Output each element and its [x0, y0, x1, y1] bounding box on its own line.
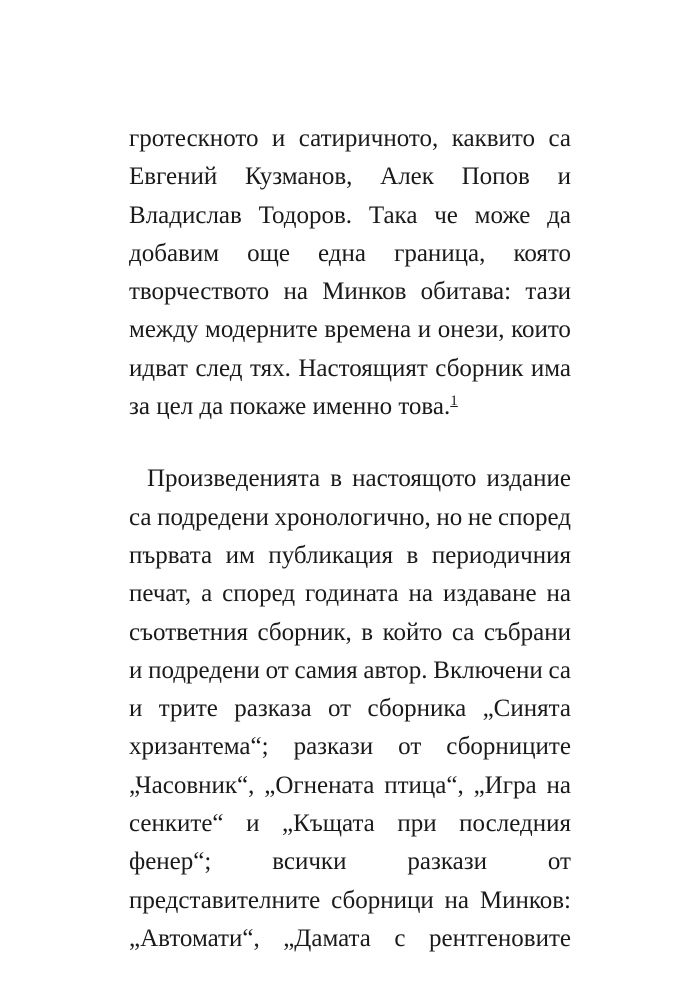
- word: да: [547, 201, 571, 229]
- word: сатиричното,: [298, 125, 439, 152]
- word: Включени: [433, 656, 543, 684]
- word: може: [474, 201, 531, 229]
- word: на: [444, 886, 470, 914]
- word: рентгеновите: [428, 924, 571, 952]
- text-line: [129, 273, 571, 311]
- word: при: [397, 810, 437, 838]
- word: но: [436, 503, 463, 531]
- word: в: [406, 541, 419, 569]
- text-line: [129, 805, 571, 843]
- word: представителните: [129, 886, 321, 914]
- word: от: [398, 733, 422, 761]
- last-line-text: за цел да покаже именно това.: [129, 393, 451, 421]
- word: каквито: [451, 125, 536, 152]
- word: и: [129, 656, 143, 684]
- paragraph-2: [129, 460, 571, 958]
- word: сборника: [367, 695, 467, 723]
- word: Минков: [322, 278, 407, 306]
- word: и: [417, 316, 432, 344]
- text-line: [129, 537, 571, 575]
- word: в: [361, 618, 374, 646]
- word: добавим: [129, 239, 220, 267]
- word: сенките“: [129, 810, 224, 838]
- word: хронологично,: [274, 503, 431, 531]
- text-line: [129, 158, 571, 196]
- text-line: [129, 728, 571, 766]
- word: а: [201, 580, 213, 608]
- word: Попов: [461, 163, 530, 191]
- word: сборник: [435, 354, 524, 382]
- text-line: [129, 499, 571, 537]
- word: „Игра: [473, 771, 537, 799]
- word: модерните: [205, 316, 318, 344]
- word: издание: [486, 465, 571, 493]
- text-line: [129, 690, 571, 728]
- text-line: [129, 311, 571, 349]
- word: им: [225, 541, 255, 569]
- text-line: [129, 575, 571, 613]
- word: подредени: [157, 503, 269, 531]
- word: Владислав: [129, 201, 242, 229]
- word: на: [408, 580, 434, 608]
- word: са: [129, 503, 152, 531]
- word: съответния: [129, 618, 249, 646]
- text-line: [129, 920, 571, 958]
- word: Настоящият: [298, 354, 428, 382]
- word: след: [195, 354, 243, 382]
- word: идват: [129, 354, 188, 382]
- word: първата: [129, 541, 213, 569]
- word: онези,: [437, 316, 505, 344]
- word: сборници: [331, 886, 434, 914]
- word: има: [530, 354, 571, 382]
- word: Евгений: [129, 163, 218, 191]
- word: че: [434, 201, 458, 229]
- text-line: [129, 843, 571, 881]
- word: и: [271, 125, 286, 152]
- word: трите: [158, 695, 218, 723]
- word: последния: [459, 810, 571, 838]
- word: която: [513, 239, 571, 267]
- word: всички: [272, 848, 347, 876]
- word: разкази: [293, 733, 374, 761]
- word: годината: [304, 580, 399, 608]
- word: на: [283, 278, 308, 306]
- word: от: [265, 656, 289, 684]
- word: хризантема“;: [129, 733, 269, 761]
- text-line: [129, 197, 571, 235]
- word: още: [247, 239, 290, 267]
- word: от: [547, 848, 571, 876]
- word: сборник,: [257, 618, 352, 646]
- text-line: [129, 460, 571, 498]
- text-line: [129, 882, 571, 920]
- word: Кузманов,: [244, 163, 353, 191]
- word: „Дамата: [283, 924, 371, 952]
- word: който: [382, 618, 443, 646]
- word: са: [548, 656, 571, 684]
- word: граница,: [394, 239, 486, 267]
- text-line-last: [129, 388, 571, 426]
- footnote-reference[interactable]: 1: [450, 393, 458, 410]
- word: „Синята: [482, 695, 571, 723]
- word: Така: [368, 201, 418, 229]
- word: птица“,: [384, 771, 464, 799]
- word: настоящото: [352, 465, 477, 493]
- text-line: [129, 350, 571, 388]
- word: тях.: [250, 354, 291, 382]
- word: „Огнената: [264, 771, 375, 799]
- word: творчеството: [129, 278, 270, 306]
- word: „Часовник“,: [129, 771, 255, 799]
- word: разказа: [234, 695, 312, 723]
- word: гротескното: [129, 125, 259, 152]
- word: сборниците: [446, 733, 571, 761]
- word: „Къщата: [282, 810, 375, 838]
- word: самия: [294, 656, 358, 684]
- word: на: [546, 771, 571, 799]
- text-line: [129, 120, 571, 158]
- word: разкази: [407, 848, 487, 876]
- text-line: [129, 652, 571, 690]
- word: Алек: [380, 163, 434, 191]
- word: публикация: [268, 541, 393, 569]
- word: събрани: [483, 618, 571, 646]
- word: периодичния: [431, 541, 571, 569]
- word: Минков:: [479, 886, 571, 914]
- word: Тодоров.: [258, 201, 353, 229]
- word: Произведенията: [147, 465, 321, 493]
- word: според: [222, 580, 296, 608]
- word: обитава:: [420, 278, 512, 306]
- word: подредени: [148, 656, 260, 684]
- word: и: [557, 163, 571, 191]
- word: една: [318, 239, 366, 267]
- word: не: [467, 503, 493, 531]
- word: тази: [525, 278, 571, 306]
- word: и: [129, 695, 143, 723]
- word: с: [394, 924, 406, 952]
- text-line: [129, 235, 571, 273]
- body-text: [129, 120, 571, 958]
- word: са: [451, 618, 475, 646]
- text-line: [129, 614, 571, 652]
- paragraph-1: [129, 120, 571, 426]
- text-line: [129, 767, 571, 805]
- word: фенер“;: [129, 848, 212, 876]
- word: според: [498, 503, 571, 531]
- word: които: [511, 316, 571, 344]
- word: в: [330, 465, 343, 493]
- word: „Автомати“,: [129, 924, 260, 952]
- word: издаване: [442, 580, 537, 608]
- word: печат,: [129, 580, 192, 608]
- word: между: [129, 316, 199, 344]
- word: от: [327, 695, 352, 723]
- word: и: [246, 810, 260, 838]
- word: са: [548, 125, 571, 152]
- paragraph-gap: [129, 426, 571, 460]
- word: времена: [324, 316, 412, 344]
- word: автор.: [363, 656, 428, 684]
- word: на: [546, 580, 571, 608]
